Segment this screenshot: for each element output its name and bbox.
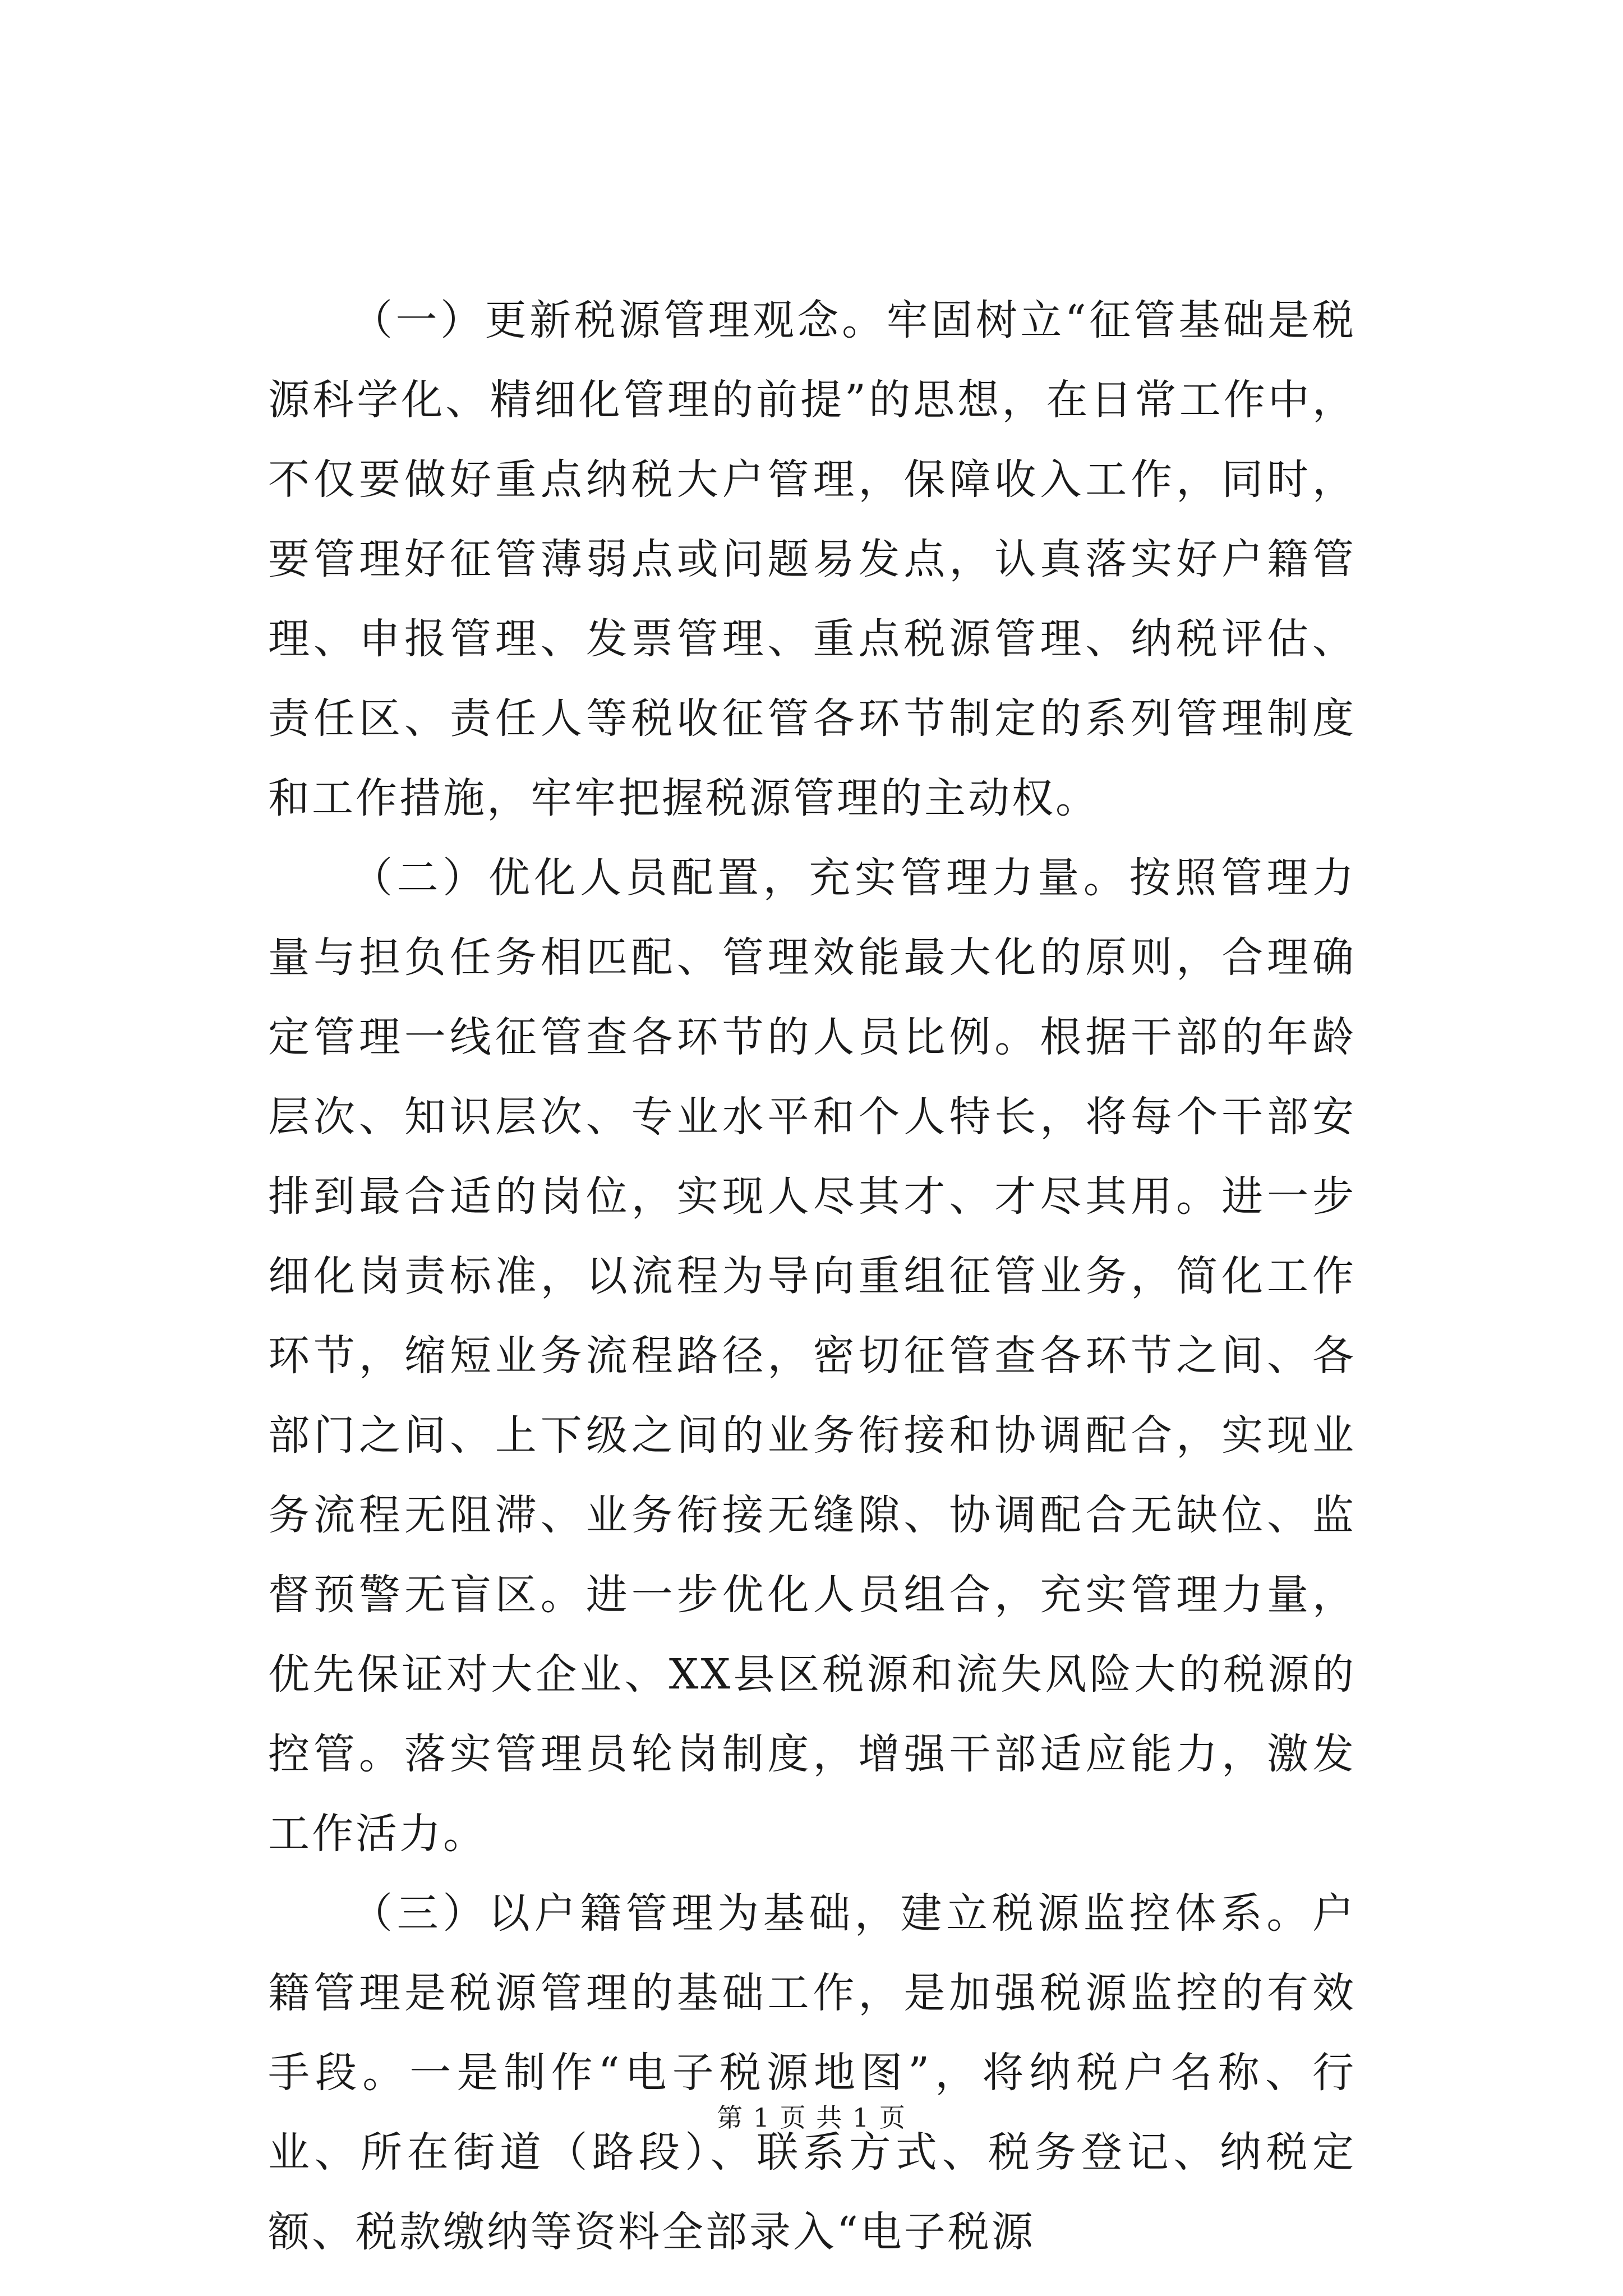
document-body	[268, 280, 1356, 2272]
page-footer: 第 1 页 共 1 页	[717, 2102, 906, 2133]
paragraph-3: （三）以户籍管理为基础，建立税源监控体系。户籍管理是税源管理的基础工作，是加强税源监控的有效手段。一是制作“电子税源地图”，将纳税户名称、行业、所在街道（路段）、联系方式、税务登记、纳税定额、税款缴纳等资料全部录入“电子税源	[268, 1889, 1356, 2256]
paragraph-2: （二）优化人员配置，充实管理力量。按照管理力量与担负任务相匹配、管理效能最大化的原则，合理确定管理一线征管查各环节的人员比例。根据干部的年龄层次、知识层次、专业水平和个人特长，将每个干部安排到最合适的岗位，实现人尽其才、才尽其用。进一步细化岗责标准，以流程为导向重组征管业务，简化工作环节，缩短业务流程路径，密切征管查各环节之间、各部门之间、上下级之间的业务衔接和协调配合，实现业务流程无阻滞、业务衔接无缝隙、协调配合无缺位、监督预警无盲区。进一步优化人员组合，充实管理力量，优先保证对大企业、XX县区税源和流失风险大的税源的控管。落实管理员轮岗制度，增强干部适应能力，激发工作活力。	[268, 854, 1356, 1858]
paragraph-1: （一）更新税源管理观念。牢固树立“征管基础是税源科学化、精细化管理的前提”的思想，在日常工作中，不仅要做好重点纳税大户管理，保障收入工作，同时，要管理好征管薄弱点或问题易发点，认真落实好户籍管理、申报管理、发票管理、重点税源管理、纳税评估、责任区、责任人等税收征管各环节制定的系列管理制度和工作措施，牢牢把握税源管理的主动权。	[268, 296, 1356, 822]
